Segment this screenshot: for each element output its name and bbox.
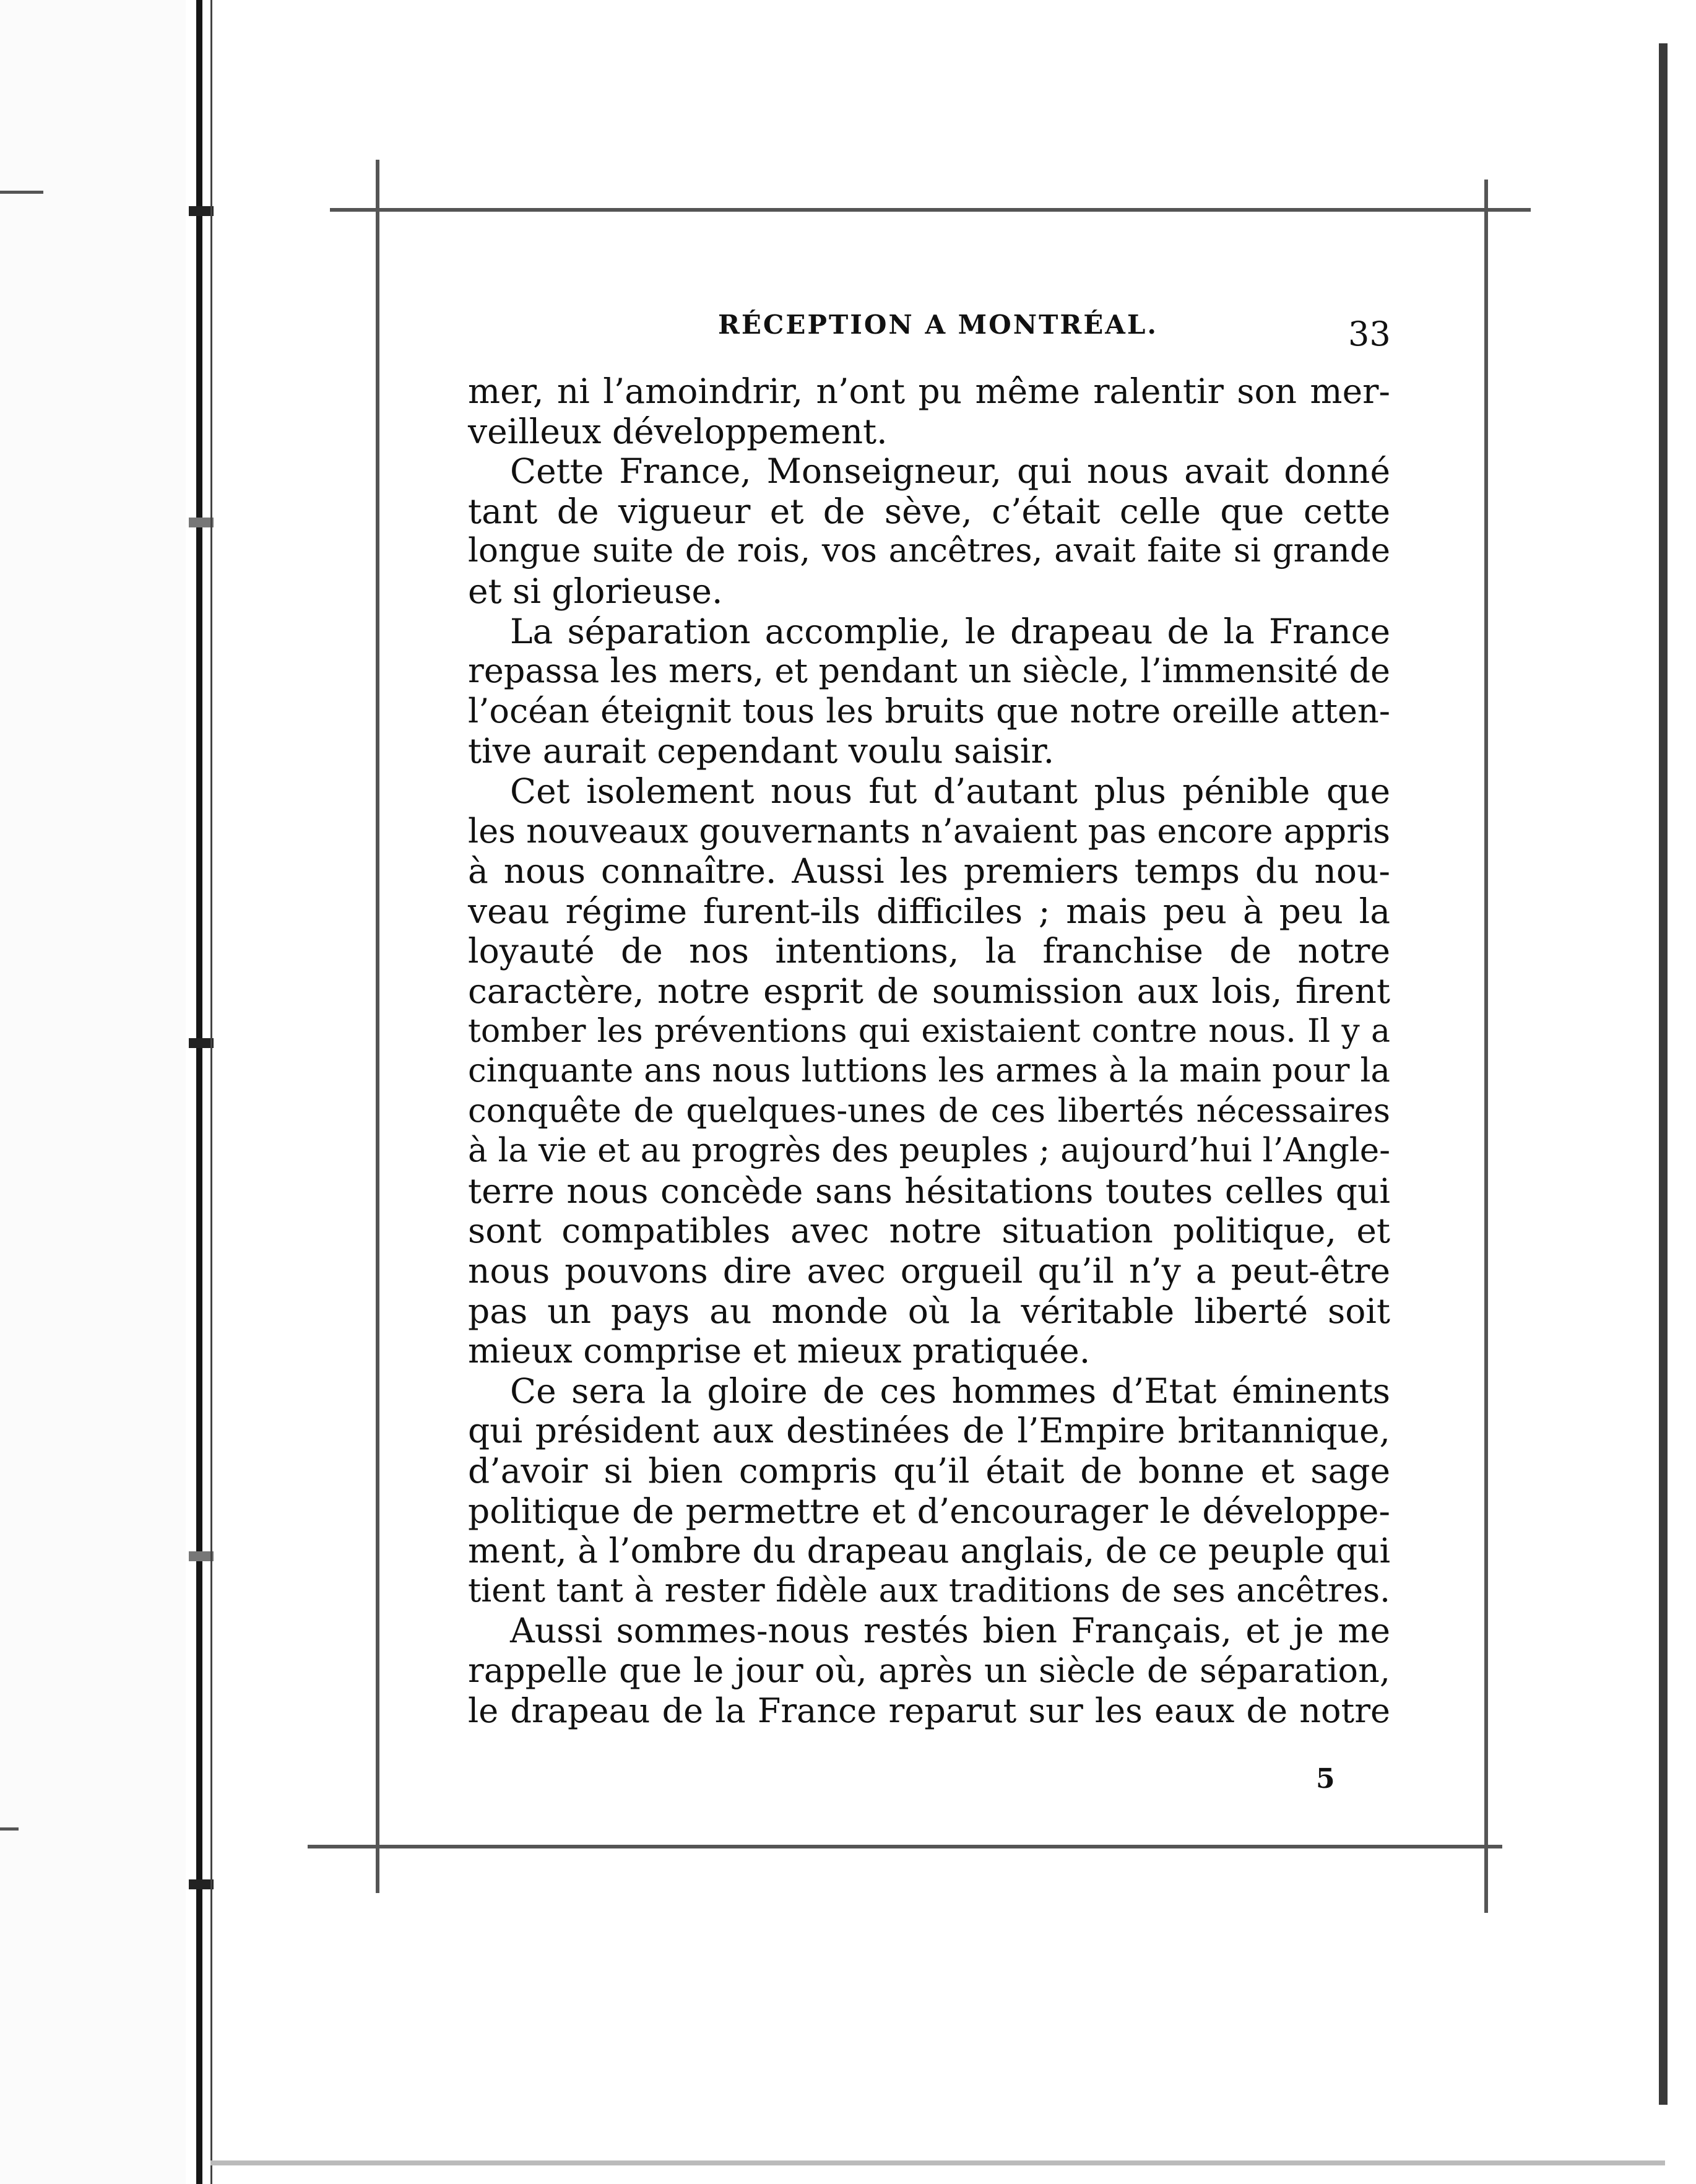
binding-stitch <box>189 1551 214 1561</box>
frame-bottom-rule <box>308 1845 1502 1848</box>
text-line: veau régime furent-ils difficiles ; mais peu à peu la <box>468 891 1390 931</box>
text-line: mieux comprise et mieux pratiquée. <box>468 1331 1091 1371</box>
text-line: à nous connaître. Aussi les premiers temps du nou- <box>468 851 1390 891</box>
binding-thread <box>196 0 202 2184</box>
text-line: mer, ni l’amoindrir, n’ont pu même ralentir son mer- <box>468 371 1390 411</box>
adjacent-page-edge <box>0 0 186 2184</box>
text-line: qui président aux destinées de l’Empire britannique, <box>468 1411 1390 1451</box>
signature-mark: 5 <box>1316 1763 1335 1795</box>
text-line: tomber les préventions qui existaient contre nous. Il y a <box>468 1012 1390 1050</box>
frame-top-rule <box>330 208 1531 212</box>
binding-stitch <box>189 518 214 527</box>
text-line: rappelle que le jour où, après un siècle de séparation, <box>468 1651 1390 1690</box>
text-line: tient tant à rester fidèle aux traditions de ses ancêtres. <box>468 1571 1390 1610</box>
running-head: RÉCEPTION A MONTRÉAL. <box>718 310 1159 340</box>
text-line: Cet isolement nous fut d’autant plus pénible que <box>510 771 1390 811</box>
text-line: conquête de quelques-unes de ces libertés nécessaires <box>468 1091 1390 1130</box>
margin-rule-mark <box>0 1827 19 1831</box>
text-line: les nouveaux gouvernants n’avaient pas encore appris <box>468 811 1390 851</box>
text-line: nous pouvons dire avec orgueil qu’il n’y a peut-être <box>468 1251 1390 1291</box>
text-line: loyauté de nos intentions, la franchise de notre <box>468 931 1390 971</box>
text-line: sont compatibles avec notre situation politique, et <box>468 1211 1390 1251</box>
text-line: veilleux développement. <box>468 411 888 451</box>
text-line: Cette France, Monseigneur, qui nous avait donné <box>510 451 1390 492</box>
body-text <box>468 371 1390 1731</box>
page-right-edge <box>1659 43 1668 2105</box>
margin-rule-mark <box>0 191 43 194</box>
text-line: repassa les mers, et pendant un siècle, l’immensité de <box>468 651 1390 691</box>
text-line: tive aurait cependant voulu saisir. <box>468 731 1055 771</box>
text-line: terre nous concède sans hésitations toutes celles qui <box>468 1171 1390 1211</box>
text-line: et si glorieuse. <box>468 571 723 611</box>
text-line: politique de permettre et d’encourager le développe- <box>468 1491 1390 1531</box>
page-number: 33 <box>1348 314 1391 353</box>
text-line: l’océan éteignit tous les bruits que notre oreille atten- <box>468 691 1390 730</box>
binding-spine <box>189 0 207 2184</box>
text-line: à la vie et au progrès des peuples ; aujourd’hui l’Angle- <box>468 1132 1390 1170</box>
binding-stitch <box>189 1038 214 1048</box>
text-line: pas un pays au monde où la véritable liberté soit <box>468 1291 1390 1331</box>
frame-left-rule <box>376 160 379 1893</box>
binding-stitch <box>189 1879 214 1889</box>
text-line: cinquante ans nous luttions les armes à la main pour la <box>468 1052 1390 1090</box>
text-line: La séparation accomplie, le drapeau de la France <box>510 611 1390 651</box>
text-line: Ce sera la gloire de ces hommes d’Etat éminents <box>510 1371 1390 1411</box>
text-line: ment, à l’ombre du drapeau anglais, de ce peuple qui <box>468 1531 1391 1571</box>
text-line: longue suite de rois, vos ancêtres, avait faite si grande <box>468 532 1390 570</box>
text-line: caractère, notre esprit de soumission aux lois, firent <box>468 971 1390 1011</box>
text-line: le drapeau de la France reparut sur les eaux de notre <box>468 1691 1390 1730</box>
text-line: Aussi sommes-nous restés bien Français, et je me <box>510 1611 1390 1651</box>
page-gutter-edge <box>210 0 212 2184</box>
binding-stitch <box>189 206 214 216</box>
text-line: d’avoir si bien compris qu’il était de bonne et sage <box>468 1451 1390 1491</box>
page-bottom-edge <box>210 2160 1665 2165</box>
text-line: tant de vigueur et de sève, c’était celle que cette <box>468 491 1390 531</box>
frame-right-rule <box>1484 180 1488 1913</box>
